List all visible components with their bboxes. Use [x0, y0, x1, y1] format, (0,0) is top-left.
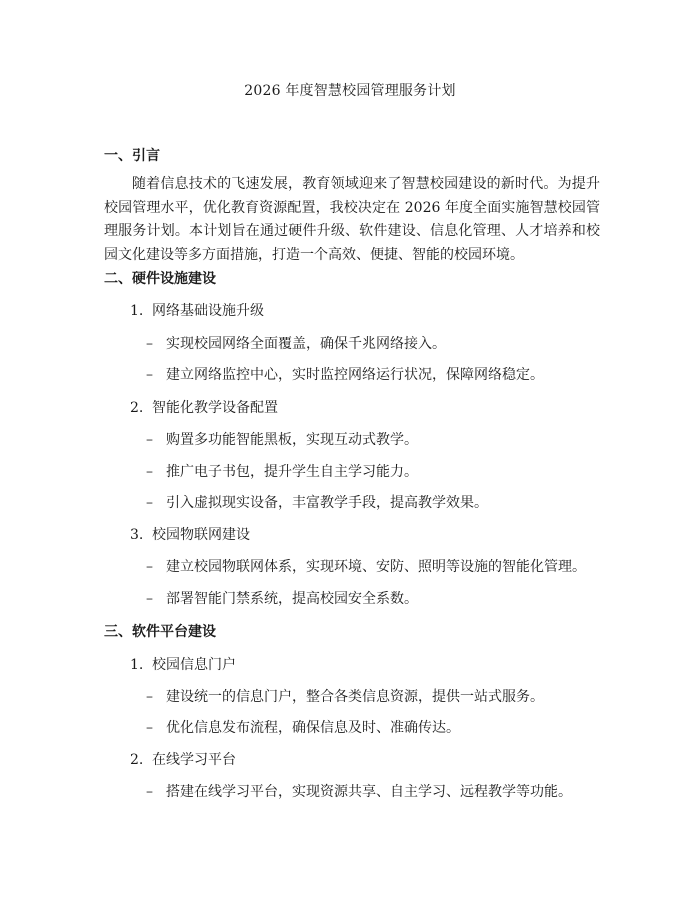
dash-icon: – [146, 559, 153, 575]
bullet-item [146, 556, 586, 576]
bullet-text: 购置多功能智能黑板，实现互动式教学。 [166, 432, 418, 448]
bullet-item [146, 588, 418, 608]
list-item-label: 网络基础设施升级 [152, 303, 264, 319]
list-item-label: 在线学习平台 [152, 752, 236, 768]
bullet-text: 建设统一的信息门户，整合各类信息资源，提供一站式服务。 [166, 689, 544, 705]
bullet-item [146, 429, 418, 449]
bullet-item [146, 333, 446, 353]
list-number: 1. [130, 657, 144, 673]
list-item-network-infrastructure [130, 300, 264, 320]
bullet-text: 实现校园网络全面覆盖，确保千兆网络接入。 [166, 336, 446, 352]
dash-icon: – [146, 784, 153, 800]
bullet-item [146, 781, 572, 801]
list-number: 2. [130, 752, 144, 768]
bullet-text: 推广电子书包，提升学生自主学习能力。 [166, 464, 418, 480]
section-heading-intro: 一、引言 [104, 148, 160, 164]
intro-paragraph: 随着信息技术的飞速发展，教育领域迎来了智慧校园建设的新时代。为提升校园管理水平，优化教育资源配置，我校决定在 2026 年度全面实施智慧校园管理服务计划。本计划旨在通过硬件升级、软件建设、信息化管理、人才培养和校园文化建设等多方面措施，打造一个高效、便捷、智能的校园环境。 [104, 176, 600, 263]
section-heading-hardware: 二、硬件设施建设 [104, 271, 216, 287]
list-number: 3. [130, 527, 144, 543]
bullet-text: 优化信息发布流程，确保信息及时、准确传达。 [166, 720, 460, 736]
document-title: 2026 年度智慧校园管理服务计划 [244, 83, 456, 99]
list-item-online-learning [130, 749, 236, 769]
bullet-item [146, 686, 544, 706]
bullet-text: 建立网络监控中心，实时监控网络运行状况，保障网络稳定。 [166, 367, 544, 383]
list-item-label: 智能化教学设备配置 [152, 400, 278, 416]
bullet-item [146, 717, 460, 737]
section-heading-software: 三、软件平台建设 [104, 624, 216, 640]
list-item-campus-iot [130, 524, 250, 544]
bullet-item [146, 492, 488, 512]
bullet-text: 引入虚拟现实设备，丰富教学手段，提高教学效果。 [166, 495, 488, 511]
dash-icon: – [146, 720, 153, 736]
list-item-smart-teaching-equipment [130, 397, 278, 417]
dash-icon: – [146, 367, 153, 383]
bullet-text: 部署智能门禁系统，提高校园安全系数。 [166, 591, 418, 607]
bullet-text: 建立校园物联网体系，实现环境、安防、照明等设施的智能化管理。 [166, 559, 586, 575]
dash-icon: – [146, 495, 153, 511]
dash-icon: – [146, 591, 153, 607]
dash-icon: – [146, 464, 153, 480]
dash-icon: – [146, 432, 153, 448]
list-item-label: 校园信息门户 [152, 657, 236, 673]
list-item-label: 校园物联网建设 [152, 527, 250, 543]
list-number: 2. [130, 400, 144, 416]
bullet-item [146, 364, 544, 384]
dash-icon: – [146, 689, 153, 705]
bullet-text: 搭建在线学习平台，实现资源共享、自主学习、远程教学等功能。 [166, 784, 572, 800]
list-number: 1. [130, 303, 144, 319]
list-item-campus-portal [130, 654, 236, 674]
bullet-item [146, 461, 418, 481]
dash-icon: – [146, 336, 153, 352]
